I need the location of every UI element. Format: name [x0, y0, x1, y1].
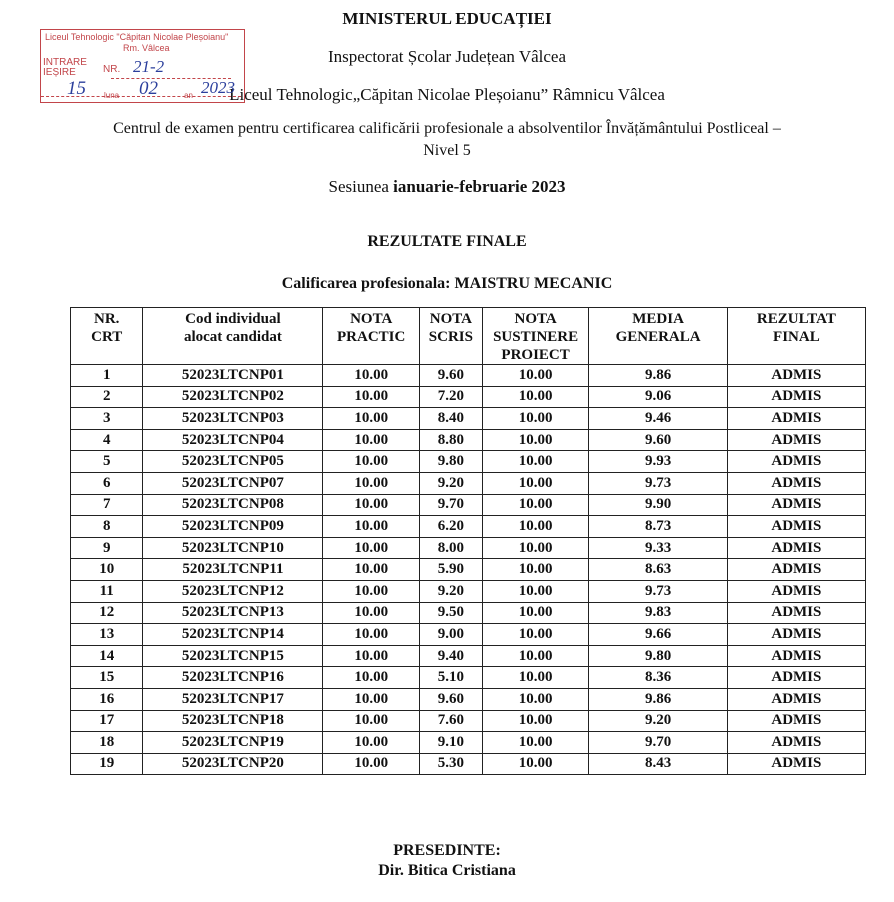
cell-result: ADMIS [727, 602, 865, 624]
cell-written: 9.40 [420, 645, 483, 667]
session-prefix: Sesiunea [328, 177, 394, 196]
cell-nr-crt: 5 [71, 451, 143, 473]
cell-practical: 10.00 [323, 732, 420, 754]
cell-average: 9.73 [589, 580, 727, 602]
results-title: REZULTATE FINALE [367, 233, 527, 250]
stamp-day: 15 [67, 78, 86, 99]
table-row [71, 365, 866, 387]
table-row [71, 624, 866, 646]
table-row [71, 580, 866, 602]
cell-average: 9.33 [589, 537, 727, 559]
cell-average: 8.36 [589, 667, 727, 689]
cell-candidate-code: 52023LTCNP01 [143, 365, 323, 387]
cell-nr-crt: 4 [71, 429, 143, 451]
cell-nr-crt: 10 [71, 559, 143, 581]
cell-average: 9.93 [589, 451, 727, 473]
header-text: NR. [94, 311, 120, 327]
cell-average: 9.06 [589, 386, 727, 408]
stamp-divider-bottom [41, 96, 241, 97]
cell-candidate-code: 52023LTCNP14 [143, 624, 323, 646]
president-title: PRESEDINTE: [393, 842, 501, 859]
cell-average: 8.43 [589, 753, 727, 775]
cell-practical: 10.00 [323, 537, 420, 559]
cell-result: ADMIS [727, 753, 865, 775]
president-name: Dir. Bitica Cristiana [378, 862, 516, 879]
header-text: NOTA [429, 311, 472, 327]
header-general-average [589, 308, 727, 365]
qualification-line: Calificarea profesionala: MAISTRU MECANIC [281, 275, 613, 292]
header-text: PRACTIC [337, 329, 406, 345]
table-row [71, 516, 866, 538]
table-row [71, 667, 866, 689]
cell-result: ADMIS [727, 645, 865, 667]
cell-candidate-code: 52023LTCNP10 [143, 537, 323, 559]
cell-nr-crt: 9 [71, 537, 143, 559]
stamp-nr-label: NR. [103, 64, 121, 75]
header-practical-grade [323, 308, 420, 365]
cell-written: 5.30 [420, 753, 483, 775]
cell-average: 9.60 [589, 429, 727, 451]
cell-candidate-code: 52023LTCNP02 [143, 386, 323, 408]
cell-result: ADMIS [727, 494, 865, 516]
ministry-heading: MINISTERUL EDUCAȚIEI [342, 9, 552, 28]
cell-average: 9.70 [589, 732, 727, 754]
cell-project: 10.00 [482, 667, 589, 689]
cell-nr-crt: 7 [71, 494, 143, 516]
table-row [71, 645, 866, 667]
cell-practical: 10.00 [323, 559, 420, 581]
header-text: GENERALA [615, 329, 701, 345]
cell-project: 10.00 [482, 710, 589, 732]
cell-written: 9.00 [420, 624, 483, 646]
school-line: Liceul Tehnologic„Căpitan Nicolae Pleșoianu” Râmnicu Vâlcea [229, 85, 665, 104]
cell-practical: 10.00 [323, 602, 420, 624]
results-table [70, 307, 866, 775]
cell-project: 10.00 [482, 645, 589, 667]
cell-nr-crt: 15 [71, 667, 143, 689]
cell-result: ADMIS [727, 667, 865, 689]
cell-nr-crt: 6 [71, 472, 143, 494]
cell-average: 9.66 [589, 624, 727, 646]
cell-written: 9.60 [420, 688, 483, 710]
cell-average: 9.73 [589, 472, 727, 494]
table-row [71, 494, 866, 516]
cell-average: 9.46 [589, 408, 727, 430]
header-final-result [727, 308, 865, 365]
table-row [71, 472, 866, 494]
cell-result: ADMIS [727, 516, 865, 538]
cell-practical: 10.00 [323, 645, 420, 667]
cell-candidate-code: 52023LTCNP09 [143, 516, 323, 538]
cell-average: 9.90 [589, 494, 727, 516]
cell-average: 8.63 [589, 559, 727, 581]
table-row [71, 386, 866, 408]
cell-written: 9.70 [420, 494, 483, 516]
cell-written: 8.40 [420, 408, 483, 430]
cell-average: 9.80 [589, 645, 727, 667]
cell-candidate-code: 52023LTCNP17 [143, 688, 323, 710]
inspectorate-line: Inspectorat Școlar Județean Vâlcea [327, 47, 567, 66]
header-text: Cod individual [185, 311, 281, 327]
cell-project: 10.00 [482, 732, 589, 754]
cell-written: 8.00 [420, 537, 483, 559]
cell-written: 5.90 [420, 559, 483, 581]
table-row [71, 732, 866, 754]
stamp-year-label: an [184, 91, 193, 100]
cell-result: ADMIS [727, 451, 865, 473]
header-text: MEDIA [632, 311, 684, 327]
cell-average: 9.83 [589, 602, 727, 624]
cell-nr-crt: 18 [71, 732, 143, 754]
cell-project: 10.00 [482, 429, 589, 451]
cell-project: 10.00 [482, 602, 589, 624]
cell-result: ADMIS [727, 429, 865, 451]
cell-written: 9.10 [420, 732, 483, 754]
cell-project: 10.00 [482, 559, 589, 581]
cell-practical: 10.00 [323, 386, 420, 408]
cell-candidate-code: 52023LTCNP18 [143, 710, 323, 732]
stamp-institution: Liceul Tehnologic "Căpitan Nicolae Pleșoianu" [45, 32, 229, 42]
cell-written: 5.10 [420, 667, 483, 689]
cell-candidate-code: 52023LTCNP07 [143, 472, 323, 494]
cell-candidate-code: 52023LTCNP04 [143, 429, 323, 451]
cell-project: 10.00 [482, 386, 589, 408]
cell-practical: 10.00 [323, 516, 420, 538]
cell-result: ADMIS [727, 559, 865, 581]
cell-practical: 10.00 [323, 494, 420, 516]
cell-average: 9.20 [589, 710, 727, 732]
cell-project: 10.00 [482, 516, 589, 538]
session-value: ianuarie-februarie 2023 [393, 177, 566, 196]
cell-practical: 10.00 [323, 472, 420, 494]
cell-candidate-code: 52023LTCNP19 [143, 732, 323, 754]
cell-project: 10.00 [482, 472, 589, 494]
stamp-city: Rm. Vâlcea [123, 43, 170, 53]
table-row [71, 753, 866, 775]
cell-result: ADMIS [727, 688, 865, 710]
cell-result: ADMIS [727, 386, 865, 408]
cell-project: 10.00 [482, 365, 589, 387]
header-nr-crt [71, 308, 143, 365]
cell-result: ADMIS [727, 365, 865, 387]
cell-average: 9.86 [589, 365, 727, 387]
header-text: SCRIS [428, 329, 473, 345]
table-row [71, 710, 866, 732]
stamp-nr-value: 21-2 [133, 57, 165, 76]
cell-project: 10.00 [482, 624, 589, 646]
header-written-grade [420, 308, 483, 365]
table-row [71, 688, 866, 710]
cell-written: 9.80 [420, 451, 483, 473]
cell-written: 9.60 [420, 365, 483, 387]
cell-nr-crt: 13 [71, 624, 143, 646]
cell-average: 9.86 [589, 688, 727, 710]
cell-practical: 10.00 [323, 710, 420, 732]
cell-project: 10.00 [482, 753, 589, 775]
cell-candidate-code: 52023LTCNP03 [143, 408, 323, 430]
cell-candidate-code: 52023LTCNP11 [143, 559, 323, 581]
cell-project: 10.00 [482, 451, 589, 473]
cell-project: 10.00 [482, 494, 589, 516]
cell-candidate-code: 52023LTCNP15 [143, 645, 323, 667]
cell-nr-crt: 2 [71, 386, 143, 408]
session-line [0, 177, 894, 197]
cell-practical: 10.00 [323, 624, 420, 646]
cell-average: 8.73 [589, 516, 727, 538]
cell-result: ADMIS [727, 732, 865, 754]
stamp-month: 02 [139, 78, 158, 99]
cell-nr-crt: 11 [71, 580, 143, 602]
cell-result: ADMIS [727, 710, 865, 732]
cell-project: 10.00 [482, 688, 589, 710]
registration-stamp [40, 29, 245, 103]
table-row [71, 429, 866, 451]
stamp-direction [43, 58, 87, 78]
cell-candidate-code: 52023LTCNP08 [143, 494, 323, 516]
stamp-iesire: IEȘIRE [43, 67, 76, 78]
cell-nr-crt: 17 [71, 710, 143, 732]
cell-candidate-code: 52023LTCNP13 [143, 602, 323, 624]
table-row [71, 559, 866, 581]
cell-written: 7.20 [420, 386, 483, 408]
cell-written: 9.20 [420, 472, 483, 494]
cell-result: ADMIS [727, 624, 865, 646]
stamp-intrare: INTRARE [43, 57, 87, 68]
cell-nr-crt: 16 [71, 688, 143, 710]
cell-written: 8.80 [420, 429, 483, 451]
cell-candidate-code: 52023LTCNP12 [143, 580, 323, 602]
cell-written: 7.60 [420, 710, 483, 732]
table-row [71, 602, 866, 624]
cell-project: 10.00 [482, 537, 589, 559]
header-text: FINAL [773, 329, 820, 345]
table-header-row [71, 308, 866, 365]
cell-candidate-code: 52023LTCNP20 [143, 753, 323, 775]
cell-practical: 10.00 [323, 753, 420, 775]
cell-practical: 10.00 [323, 688, 420, 710]
cell-nr-crt: 8 [71, 516, 143, 538]
table-row [71, 537, 866, 559]
cell-practical: 10.00 [323, 429, 420, 451]
exam-center-line-2: Nivel 5 [423, 142, 471, 159]
header-text: CRT [91, 329, 123, 345]
cell-candidate-code: 52023LTCNP05 [143, 451, 323, 473]
table-row [71, 408, 866, 430]
cell-practical: 10.00 [323, 365, 420, 387]
cell-written: 9.50 [420, 602, 483, 624]
table-row [71, 451, 866, 473]
cell-nr-crt: 19 [71, 753, 143, 775]
cell-result: ADMIS [727, 408, 865, 430]
cell-project: 10.00 [482, 580, 589, 602]
cell-written: 6.20 [420, 516, 483, 538]
header-text: PROIECT [501, 347, 570, 363]
cell-nr-crt: 12 [71, 602, 143, 624]
cell-written: 9.20 [420, 580, 483, 602]
cell-candidate-code: 52023LTCNP16 [143, 667, 323, 689]
header-text: NOTA [514, 311, 557, 327]
cell-practical: 10.00 [323, 451, 420, 473]
exam-center-line-1: Centrul de examen pentru certificarea calificării profesionale a absolventilor Învățământului Postliceal – [113, 120, 781, 137]
stamp-year: 2023 [201, 78, 235, 97]
cell-practical: 10.00 [323, 667, 420, 689]
cell-project: 10.00 [482, 408, 589, 430]
header-text: NOTA [350, 311, 393, 327]
cell-practical: 10.00 [323, 580, 420, 602]
header-text: REZULTAT [756, 311, 836, 327]
header-candidate-code [143, 308, 323, 365]
cell-result: ADMIS [727, 537, 865, 559]
cell-nr-crt: 14 [71, 645, 143, 667]
cell-practical: 10.00 [323, 408, 420, 430]
header-text: SUSTINERE [493, 329, 579, 345]
cell-result: ADMIS [727, 580, 865, 602]
cell-nr-crt: 3 [71, 408, 143, 430]
header-project-grade [482, 308, 589, 365]
header-text: alocat candidat [183, 329, 282, 345]
stamp-month-label: luna [104, 91, 120, 100]
cell-nr-crt: 1 [71, 365, 143, 387]
cell-result: ADMIS [727, 472, 865, 494]
